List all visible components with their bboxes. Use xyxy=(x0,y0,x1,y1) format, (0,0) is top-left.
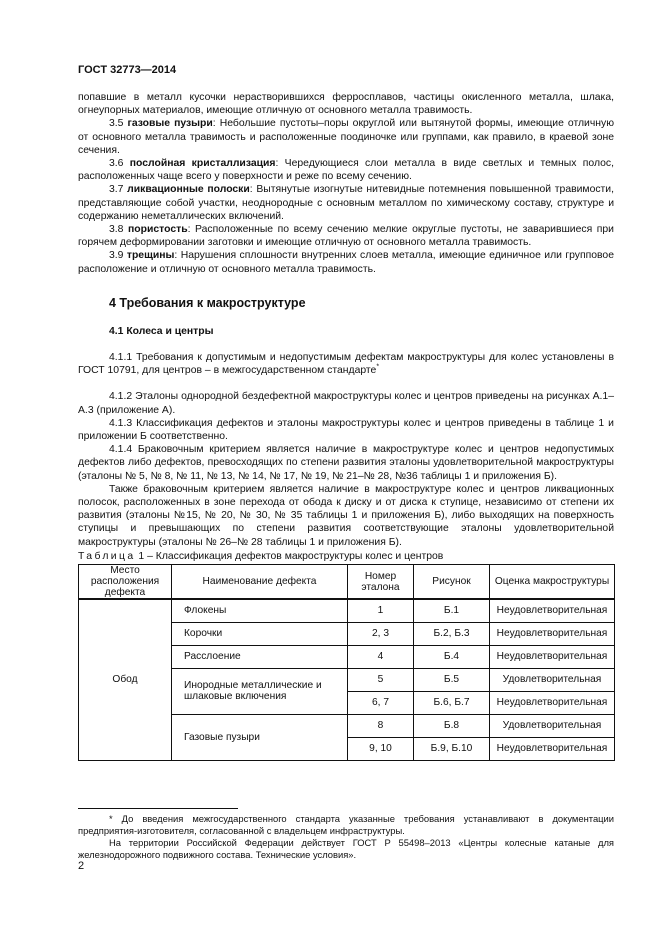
cell-defect-name: Расслоение xyxy=(172,645,348,668)
cell-number: 1 xyxy=(348,599,414,622)
cell-defect-name: Флокены xyxy=(172,599,348,622)
cell-defect-name: Корочки xyxy=(172,622,348,645)
cell-grade: Неудовлетворительная xyxy=(490,599,615,622)
cell-figure: Б.2, Б.3 xyxy=(414,622,490,645)
footnote-2: На территории Российской Федерации действует ГОСТ Р 55498–2013 «Центры колесные катаные для железнодорожного подвижного состава. Технические условия». xyxy=(78,837,614,860)
term-3-5: 3.5 газовые пузыри: Небольшие пустоты–поры округлой или вытянутой формы, имеющие отличную от основного металла травимость и расположенные поодиночке или группами, как правило, в краевой зоне сечения. xyxy=(78,118,614,156)
cell-defect-name: Газовые пузыри xyxy=(172,714,348,760)
cell-location: Обод xyxy=(79,599,172,760)
term-label: газовые пузыри xyxy=(127,118,213,130)
cell-figure: Б.1 xyxy=(414,599,490,622)
cell-grade: Неудовлетворительная xyxy=(490,645,615,668)
header-name: Наименование дефекта xyxy=(172,565,348,600)
term-label: ликвационные полоски xyxy=(127,184,250,196)
document-header: ГОСТ 32773—2014 xyxy=(78,64,177,76)
cell-grade: Удовлетворительная xyxy=(490,714,615,737)
cell-number: 4 xyxy=(348,645,414,668)
clause-4-1-4: 4.1.4 Браковочным критерием является наличие в макроструктуре колес и центров недопустимых дефектов либо дефектов, превосходящих по степени развития эталоны удовлетворительной макроструктуры (эталоны № 5, № 8, № 11, № 13, № 14, № 17, № 19, № 21–№ 28, №36 таблицы 1 и приложения Б). xyxy=(78,444,614,482)
cell-grade: Удовлетворительная xyxy=(490,668,615,691)
term-label: трещины xyxy=(126,250,175,262)
footnote-1: * До введения межгосударственного стандарта указанные требования устанавливают в документации предприятия-изготовителя, согласованной с владельцем инфраструктуры. xyxy=(78,813,614,836)
footnote-marker[interactable]: * xyxy=(376,363,380,371)
cell-grade: Неудовлетворительная xyxy=(490,622,615,645)
footnote-separator xyxy=(78,808,238,809)
table-header-row xyxy=(79,565,615,600)
header-grade: Оценка макроструктуры xyxy=(490,565,615,600)
term-3-7: 3.7 ликвационные полоски: Вытянутые изогнутые нитевидные потемнения повышенной травимости, представляющие собой участки, неоднородные с основным металлом по химическому составу, структуре и содержанию неметаллических включений. xyxy=(78,184,614,222)
cell-figure: Б.9, Б.10 xyxy=(414,737,490,760)
term-3-8: 3.8 пористость: Расположенные по всему сечению мелкие округлые пустоты, не заварившиеся при горячем деформировании заготовки и имеющие отличную от основного металла травимость. xyxy=(78,224,614,249)
table-row xyxy=(79,599,615,622)
cell-number: 6, 7 xyxy=(348,691,414,714)
subsection-heading-4-1: 4.1 Колеса и центры xyxy=(109,325,214,337)
cell-number: 8 xyxy=(348,714,414,737)
cell-grade: Неудовлетворительная xyxy=(490,737,615,760)
cell-figure: Б.8 xyxy=(414,714,490,737)
term-label: пористость xyxy=(128,224,188,236)
defects-table xyxy=(78,564,615,761)
clause-4-1-3: 4.1.3 Классификация дефектов и эталоны макроструктуры колес и центров приведены в таблице 1 и приложении Б соответственно. xyxy=(78,417,614,443)
header-location: Место расположения дефекта xyxy=(79,565,172,600)
cell-figure: Б.4 xyxy=(414,645,490,668)
cell-grade: Неудовлетворительная xyxy=(490,691,615,714)
term-3-9: 3.9 трещины: Нарушения сплошности внутренних слоев металла, имеющие единичное или групповое расположение и отличную от основного металла травимость. xyxy=(78,250,614,275)
clause-4-1-1: 4.1.1 Требования к допустимым и недопустимым дефектам макроструктуры для колес установлены в ГОСТ 10791, для центров – в межгосударственном стандарте* xyxy=(78,352,614,377)
section-heading-4: 4 Требования к макроструктуре xyxy=(109,295,306,310)
body-text xyxy=(78,91,614,549)
paragraph-continuation: попавшие в металл кусочки нерастворившихся ферросплавов, частицы окисленного металла, шлака, огнеупорных материалов, имеющие отличную от основного металла травимость. xyxy=(78,92,614,117)
term-3-6: 3.6 послойная кристаллизация: Чередующиеся слои металла в виде светлых и темных полос, расположенных чаще всего у поверхности и реже по всему сечению. xyxy=(78,158,614,183)
footnotes xyxy=(78,813,614,861)
cell-number: 5 xyxy=(348,668,414,691)
cell-number: 2, 3 xyxy=(348,622,414,645)
cell-number: 9, 10 xyxy=(348,737,414,760)
header-figure: Рисунок xyxy=(414,565,490,600)
page-number: 2 xyxy=(78,860,85,872)
cell-figure: Б.6, Б.7 xyxy=(414,691,490,714)
cell-defect-name: Инородные металлические и шлаковые включения xyxy=(172,668,348,714)
cell-figure: Б.5 xyxy=(414,668,490,691)
clause-4-1-2: 4.1.2 Эталоны однородной бездефектной макроструктуры колес и центров приведены на рисунках А.1–А.3 (приложение А). xyxy=(78,391,614,416)
clause-4-1-4-continuation: Также браковочным критерием является наличие в макроструктуре колес и центров ликвационных полосок, расположенных в зоне перехода от обода к диску и от диска к ступице, независимо от степени их развития (эталоны №15, № 20, № 30, № 35 таблицы 1 и приложения Б), либо выходящих на поверхность ступицы и превышающих по степени развития соответствующие эталоны удовлетворительной макроструктуры (эталоны № 26–№ 28 таблицы 1 и приложения Б). xyxy=(78,483,614,548)
term-label: послойная кристаллизация xyxy=(129,158,276,170)
header-number: Номер эталона xyxy=(348,565,414,600)
table-caption: Таблица 1 – Классификация дефектов макроструктуры колес и центров xyxy=(78,551,444,562)
